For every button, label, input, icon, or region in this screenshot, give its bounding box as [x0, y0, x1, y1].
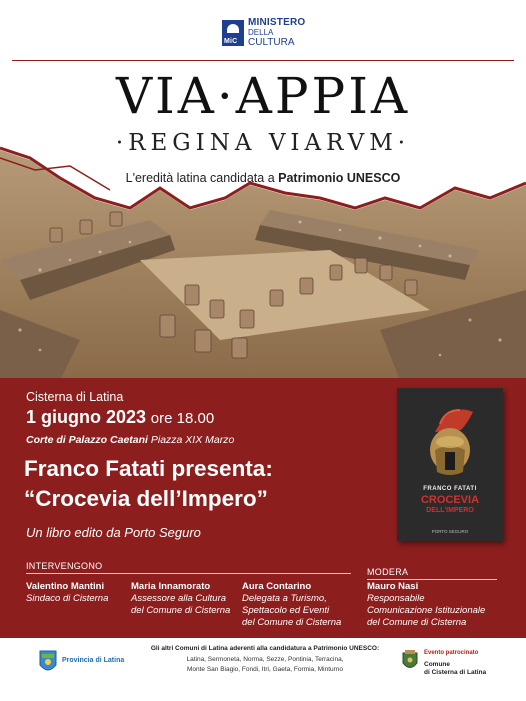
subtitle-regina-viarum: ·REGINA VIARVM·: [115, 130, 411, 156]
event-city: Cisterna di Latina: [26, 390, 124, 404]
province-crest-icon: [38, 649, 58, 675]
patron-label: Evento patrocinato: [424, 650, 479, 656]
top-divider: [12, 60, 514, 61]
speaker-contarino: Aura Contarino Delegata a Turismo, Spettacolo ed Eventi del Comune di Cisterna: [242, 581, 342, 628]
book-cover: [397, 388, 503, 541]
ministry-logo: [222, 18, 305, 48]
speaker-nasi: Mauro Nasi Responsabile Comunicazione Istituzionale del Comune di Cisterna: [367, 581, 486, 628]
book-title-2: DELL'IMPERO: [426, 507, 474, 514]
title-via-appia: VIA·APPIA: [115, 67, 411, 125]
comune-line-1: Comune: [424, 661, 450, 668]
book-author: FRANCO FATATI: [423, 486, 477, 492]
speaker-mantini: Valentino Mantini Sindaco di Cisterna: [26, 581, 109, 604]
unesco-tagline: L'eredità latina candidata a Patrimonio UNESCO: [125, 171, 401, 185]
ministry-name: MINISTERO DELLA CULTURA: [248, 17, 306, 48]
ministry-mark-icon: MiC: [222, 20, 244, 46]
helmet-icon: [415, 402, 485, 482]
book-publisher: PORTO SEGURO: [431, 529, 469, 534]
modera-divider: [367, 579, 497, 580]
intervengono-label: INTERVENGONO: [26, 561, 103, 571]
modera-label: MODERA: [367, 567, 409, 577]
comune-crest-icon: [401, 650, 419, 672]
book-title-heading: “Crocevia dell’Impero”: [24, 486, 268, 511]
comuni-line-1: Latina, Sermoneta, Norma, Sezze, Pontinia, Terracina,: [186, 656, 344, 663]
publisher-line: Un libro edito da Porto Seguro: [26, 525, 201, 540]
book-title-1: CROCEVIA: [420, 494, 480, 506]
event-datetime: [26, 407, 214, 428]
comuni-line-2: Monte San Biagio, Fondi, Itri, Gaeta, Formia, Minturno: [186, 666, 344, 673]
event-date: 1 giugno 2023: [26, 407, 147, 427]
event-time: ore 18.00: [150, 410, 215, 427]
comuni-title: Gli altri Comuni di Latina aderenti alla candidatura a Patrimonio UNESCO:: [150, 645, 380, 652]
presenter-heading: Franco Fatati presenta:: [24, 456, 273, 481]
comune-line-2: di Cisterna di Latina: [424, 669, 487, 676]
event-venue: Corte di Palazzo Caetani Piazza XIX Marzo: [26, 434, 235, 446]
speaker-innamorato: Maria Innamorato Assessore alla Cultura del Comune di Cisterna: [131, 581, 231, 616]
intervengono-divider: [26, 573, 351, 574]
province-name: Provincia di Latina: [62, 657, 125, 664]
